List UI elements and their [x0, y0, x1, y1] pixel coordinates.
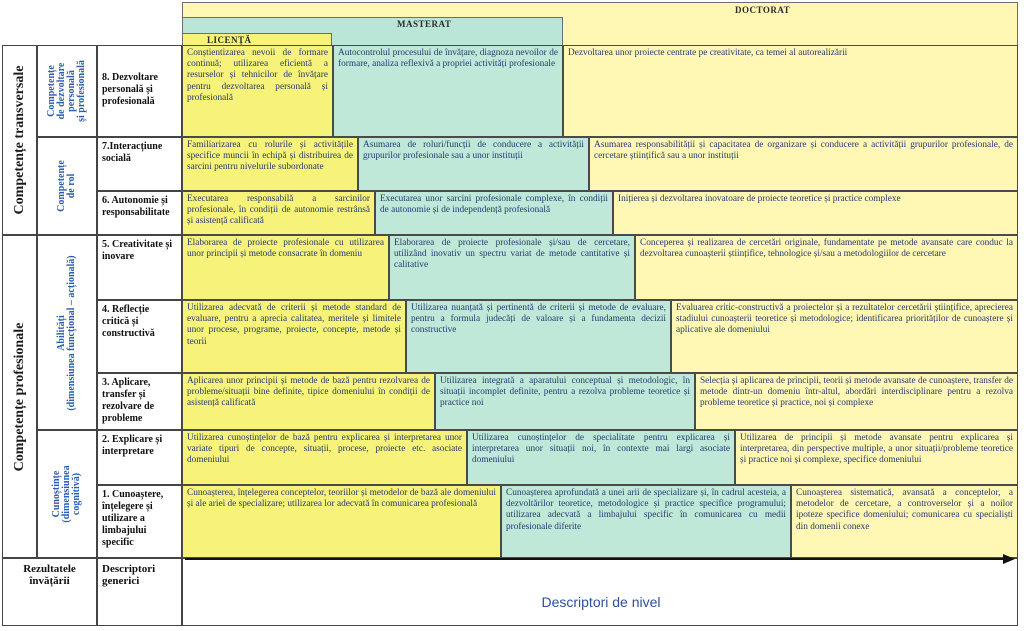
- category-profesionale-label: Competențe profesionale: [11, 322, 27, 471]
- footer-rezultate: Rezultatele învățării: [2, 558, 97, 626]
- cell-masterat-4: Utilizarea nuanțată și pertinentă de criterii și metode de evaluare, pentru a formula judecăți de valoare și a fundamenta decizii constructive: [406, 300, 671, 373]
- cell-licenta-7: Familiarizarea cu rolurile și activitățile specifice muncii în echipă și distribuirea de sarcini pentru nivelurile subordonate: [182, 137, 358, 191]
- cell-licenta-5: Elaborarea de proiecte profesionale cu utilizarea unor principii și metode consacrate în domeniu: [182, 235, 389, 300]
- cell-doctorat-7: Asumarea responsabilității și capacitatea de organizare și conducere a activității grupurilor profesionale, de cercetare științifică sau a unor instituții: [589, 137, 1018, 191]
- level-axis-line: [185, 558, 1005, 560]
- cell-doctorat-6: Inițierea și dezvoltarea inovatoare de proiecte teoretice și practice complexe: [613, 191, 1018, 235]
- cell-doctorat-4: Evaluarea critic-constructivă a proiectelor și a rezultatelor cercetării științifice, aprecierea stadiului cunoașterii teoretice și metodologice; identificarea priorităților de cunoaștere și aplicative ale domeniului: [671, 300, 1018, 373]
- subcategory-abilitati-label: Abilități (dimensiunea funcțional – acțională): [56, 254, 77, 411]
- category-transversale: [2, 45, 37, 235]
- descriptor-row-6: 6. Autonomie și responsabilitate: [97, 191, 182, 235]
- cell-masterat-3: Utilizarea integrată a aparatului conceptual și metodologic, în situații incomplet definite, pentru a rezolva probleme teoretice și practice noi: [435, 373, 695, 430]
- subcategory-cunostinte-label: Cunoștințe (dimensiunea cognitivă): [51, 465, 82, 523]
- cell-doctorat-5: Conceperea și realizarea de cercetări originale, fundamentate pe metode avansate care conduc la dezvoltarea cunoașterii științifice, tehnologice și/sau a metodologiilor de cercetare: [635, 235, 1018, 300]
- cell-licenta-1: Cunoașterea, înțelegerea conceptelor, teoriilor și metodelor de bază ale domeniului și ale ariei de specializare; utilizarea lor adecvată în comunicarea profesională: [182, 485, 501, 558]
- subcategory-dezvoltare-label: Competențe de dezvoltare personală și profesională: [46, 60, 87, 122]
- doctorat-label: DOCTORAT: [735, 5, 791, 15]
- cell-masterat-2: Utilizarea cunoștințelor de specialitate pentru explicarea și interpretarea unor situații noi, în contexte mai largi asociate domeniului: [467, 430, 735, 485]
- cell-masterat-1: Cunoașterea aprofundată a unei arii de specializare și, în cadrul acesteia, a dezvoltărilor teoretice, metodologice și practice specifice programului; utilizarea adecvată a limbajului specific în comunicarea cu medii profesionale diferite: [501, 485, 791, 558]
- cell-doctorat-1: Cunoașterea sistematică, avansată a conceptelor, a metodelor de cercetare, a controverselor și a noilor ipoteze specifice domeniului; comunicarea cu specialiști din domenii conexe: [791, 485, 1018, 558]
- category-transversale-label: Competențe transversale: [11, 65, 27, 215]
- subcategory-abilitati: [37, 235, 97, 430]
- descriptor-row-7: 7.Interacțiune socială: [97, 137, 182, 191]
- cell-doctorat-2: Utilizarea de principii și metode avansate pentru explicarea și interpretarea, din perspective multiple, a unor situații/probleme teoretice și practice noi și complexe, specifice domeniului: [735, 430, 1018, 485]
- cell-licenta-6: Executarea responsabilă a sarcinilor profesionale, în condiții de autonomie restrânsă și asistență calificată: [182, 191, 375, 235]
- cell-licenta-4: Utilizarea adecvată de criterii și metode standard de evaluare, pentru a aprecia calitatea, meritele și limitele unor procese, programe, proiecte, concepte, metode și teorii: [182, 300, 406, 373]
- footer-descriptori-nivel: Descriptori de nivel: [541, 594, 661, 610]
- arrow-right-icon: [1003, 554, 1015, 564]
- footer-descriptori-generici: Descriptori generici: [97, 558, 182, 626]
- licenta-label: LICENȚĂ: [207, 35, 252, 45]
- cell-doctorat-8: Dezvoltarea unor proiecte centrate pe creativitate, ca temei al autorealizării: [563, 45, 1018, 137]
- cell-masterat-6: Executarea unor sarcini profesionale complexe, în condiții de autonomie și de independență profesională: [375, 191, 613, 235]
- descriptor-row-3: 3. Aplicare, transfer și rezolvare de probleme: [97, 373, 182, 430]
- footer-level-axis: [182, 558, 1018, 626]
- descriptor-row-5: 5. Creativitate și inovare: [97, 235, 182, 300]
- category-profesionale: [2, 235, 37, 558]
- cell-licenta-8: Conștientizarea nevoii de formare continuă; utilizarea eficientă a resurselor și tehnicilor de învățare pentru dezvoltarea personală și profesională: [182, 45, 333, 137]
- descriptor-row-2: 2. Explicare și interpretare: [97, 430, 182, 485]
- descriptor-row-8: 8. Dezvoltare personală și profesională: [97, 45, 182, 137]
- cell-licenta-2: Utilizarea cunoștințelor de bază pentru explicarea și interpretarea unor variate tipuri de concepte, situații, procese, proiecte etc. asociate domeniului: [182, 430, 467, 485]
- subcategory-dezvoltare: [37, 45, 97, 137]
- cell-masterat-8: Autocontrolul procesului de învățare, diagnoza nevoilor de formare, analiza reflexivă a propriei activități profesionale: [333, 45, 563, 137]
- masterat-label: MASTERAT: [397, 19, 452, 29]
- descriptor-row-4: 4. Reflecție critică și constructivă: [97, 300, 182, 373]
- subcategory-rol-label: Competențe de rol: [56, 160, 77, 212]
- cell-doctorat-3: Selecția și aplicarea de principii, teorii și metode avansate de cunoaștere, transfer de metode dintr-un domeniu într-altul, abordări interdisciplinare pentru a rezolva probleme teoretice și practice, noi și complexe: [695, 373, 1018, 430]
- subcategory-rol: [37, 137, 97, 235]
- descriptor-row-1: 1. Cunoaștere, înțelegere și utilizare a limbajului specific: [97, 485, 182, 558]
- cell-masterat-5: Elaborarea de proiecte profesionale și/sau de cercetare, utilizând inovativ un spectru variat de metode cantitative și calitative: [389, 235, 635, 300]
- cell-licenta-3: Aplicarea unor principii și metode de bază pentru rezolvarea de probleme/situații bine definite, tipice domeniului în condiții de asistență calificată: [182, 373, 435, 430]
- cell-masterat-7: Asumarea de roluri/funcții de conducere a activității grupurilor profesionale sau a unor instituții: [358, 137, 589, 191]
- subcategory-cunostinte: [37, 430, 97, 558]
